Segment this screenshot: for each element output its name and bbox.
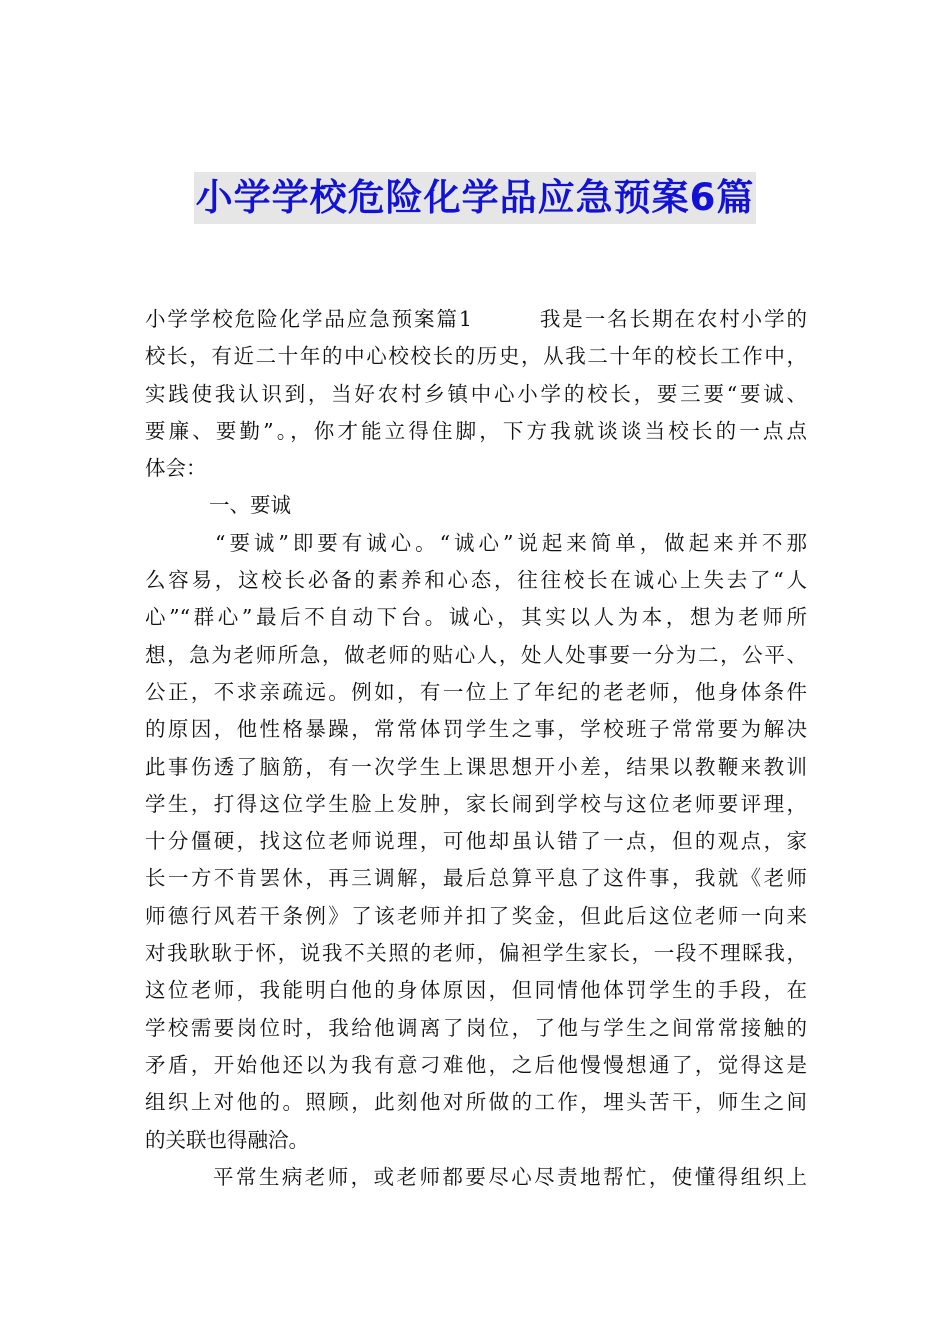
body-line: 要廉、要勤”。，你才能立得住脚，下方我就谈谈当校长的一点点	[145, 418, 807, 443]
body-line: 校长，有近二十年的中心校校长的历史，从我二十年的校长工作中，	[145, 344, 807, 369]
subheading: 一、要诚	[209, 493, 291, 518]
document-title: 小学学校危险化学品应急预案6篇	[194, 172, 757, 224]
body-line: 想，急为老师所急，做老师的贴心人，处人处事要一分为二，公平、	[145, 642, 807, 667]
body-line: 学校需要岗位时，我给他调离了岗位，了他与学生之间常常接触的	[145, 1015, 807, 1040]
body-line: 的原因，他性格暴躁，常常体罚学生之事，学校班子常常要为解决	[145, 717, 807, 742]
body-line-text: 我是一名长期在农村小学的	[537, 307, 808, 331]
body-line: 公正，不求亲疏远。例如，有一位上了年纪的老老师，他身体条件	[145, 679, 807, 704]
paragraph-first-line: “要诚”即要有诚心。“诚心”说起来简单，做起来并不那	[215, 530, 807, 555]
body-line	[145, 301, 807, 338]
body-line: 十分僵硬，找这位老师说理，可他却虽认错了一点，但的观点，家	[145, 829, 807, 854]
section-heading-inline: 小学学校危险化学品应急预案篇1	[145, 307, 472, 331]
paragraph-first-line: 平常生病老师，或老师都要尽心尽责地帮忙，使懂得组织上	[213, 1164, 807, 1189]
body-line: 学生，打得这位学生脸上发肿，家长闹到学校与这位老师要评理，	[145, 791, 807, 816]
body-line: 的关联也得融洽。	[145, 1127, 309, 1152]
body-line: 此事伤透了脑筋，有一次学生上课思想开小差，结果以教鞭来教训	[145, 754, 807, 779]
body-line: 实践使我认识到，当好农村乡镇中心小学的校长，要三要“要诚、	[145, 381, 807, 406]
body-line: 对我耿耿于怀，说我不关照的老师，偏袒学生家长，一段不理睬我，	[145, 941, 807, 966]
document-body	[145, 301, 807, 1196]
body-line: 师德行风若干条例》了该老师并扣了奖金，但此后这位老师一向来	[145, 903, 807, 928]
body-line: 组织上对他的。照顾，此刻他对所做的工作，埋头苦干，师生之间	[145, 1090, 807, 1115]
body-line: 矛盾，开始他还以为我有意刁难他，之后他慢慢想通了，觉得这是	[145, 1052, 807, 1077]
body-line: 心”“群心”最后不自动下台。诚心，其实以人为本，想为老师所	[145, 605, 807, 630]
body-line: 长一方不肯罢休，再三调解，最后总算平息了这件事，我就《老师	[145, 866, 807, 891]
body-line: 么容易，这校长必备的素养和心态，往往校长在诚心上失去了“人	[145, 568, 807, 593]
body-line: 这位老师，我能明白他的身体原因，但同情他体罚学生的手段，在	[145, 978, 807, 1003]
body-line: 体会：	[145, 456, 207, 481]
title-container	[0, 172, 950, 224]
